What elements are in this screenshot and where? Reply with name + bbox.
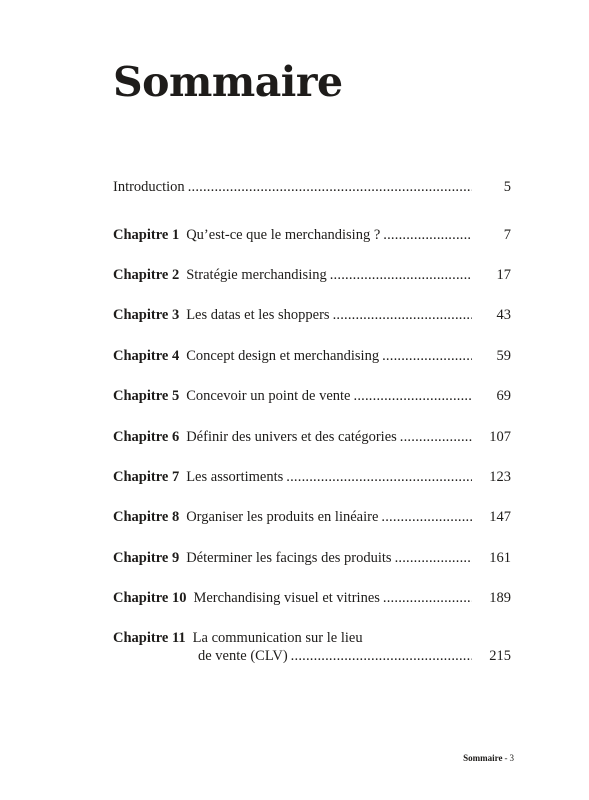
toc-entry-introduction[interactable] [113, 178, 511, 196]
toc-entry-chapter-2[interactable] [113, 266, 511, 284]
toc-entry-page: 161 [489, 550, 511, 566]
toc-entry-page: 189 [489, 590, 511, 606]
dot-leader [291, 647, 472, 665]
chapter-number: Chapitre 3 [113, 307, 180, 323]
dot-leader [395, 549, 472, 567]
chapter-number: Chapitre 5 [113, 388, 180, 404]
toc-entry-title: Introduction [113, 179, 185, 195]
toc-entry-chapter-4[interactable] [113, 347, 511, 365]
toc-entry-title: Concept design et merchandising [186, 348, 380, 364]
dot-leader [400, 428, 472, 446]
toc-entry-title: Qu’est-ce que le merchandising ? [186, 227, 381, 243]
toc-entry-chapter-7[interactable] [113, 468, 511, 486]
toc-entry-page: 69 [496, 388, 511, 404]
toc-entry-title: Merchandising visuel et vitrines [193, 590, 380, 606]
toc-entry-page: 5 [503, 179, 511, 195]
footer-section-label: Sommaire [463, 753, 503, 763]
dot-leader [188, 178, 472, 196]
dot-leader [381, 508, 472, 526]
toc-entry-title: Déterminer les facings des produits [186, 550, 392, 566]
dot-leader [330, 266, 472, 284]
toc-entry-title: Organiser les produits en linéaire [186, 509, 379, 525]
page-footer [463, 753, 514, 763]
toc-entry-page: 17 [496, 267, 511, 283]
chapter-number: Chapitre 9 [113, 550, 180, 566]
toc-entry-title: Définir des univers et des catégories [186, 429, 397, 445]
toc-entry-page: 7 [503, 227, 511, 243]
dot-leader [286, 468, 472, 486]
toc-entry-title: La communication sur le lieu [192, 630, 363, 646]
toc-entry-chapter-11[interactable] [113, 629, 511, 665]
chapter-number: Chapitre 7 [113, 469, 180, 485]
toc-entry-title: Concevoir un point de vente [186, 388, 351, 404]
footer-page-number: 3 [509, 753, 514, 763]
dot-leader [333, 306, 472, 324]
toc-entry-page: 147 [489, 509, 511, 525]
toc-entry-page: 43 [496, 307, 511, 323]
chapter-number: Chapitre 1 [113, 227, 180, 243]
dot-leader [383, 226, 472, 244]
toc-entry-chapter-9[interactable] [113, 549, 511, 567]
dot-leader [382, 347, 472, 365]
toc-entry-page: 59 [496, 348, 511, 364]
toc-entry-chapter-8[interactable] [113, 508, 511, 526]
dot-leader [383, 589, 472, 607]
toc-entry-chapter-3[interactable] [113, 306, 511, 324]
toc-entry-page: 123 [489, 469, 511, 485]
chapter-number: Chapitre 11 [113, 630, 186, 646]
toc-entry-chapter-1[interactable] [113, 226, 511, 244]
page-title: Sommaire [113, 58, 343, 106]
toc-entry-title: Les assortiments [186, 469, 284, 485]
chapter-number: Chapitre 4 [113, 348, 180, 364]
dot-leader [354, 387, 473, 405]
toc-entry-title: Stratégie merchandising [186, 267, 327, 283]
toc-entry-page: 215 [489, 648, 511, 664]
toc-entry-chapter-10[interactable] [113, 589, 511, 607]
toc-entry-page: 107 [489, 429, 511, 445]
footer-separator: - [504, 753, 508, 763]
toc-entry-chapter-6[interactable] [113, 428, 511, 446]
chapter-number: Chapitre 10 [113, 590, 187, 606]
chapter-number: Chapitre 6 [113, 429, 180, 445]
chapter-number: Chapitre 2 [113, 267, 180, 283]
toc-entry-title: Les datas et les shoppers [186, 307, 330, 323]
chapter-number: Chapitre 8 [113, 509, 180, 525]
toc-entry-title-continued: de vente (CLV) [198, 648, 288, 664]
toc-entry-chapter-5[interactable] [113, 387, 511, 405]
